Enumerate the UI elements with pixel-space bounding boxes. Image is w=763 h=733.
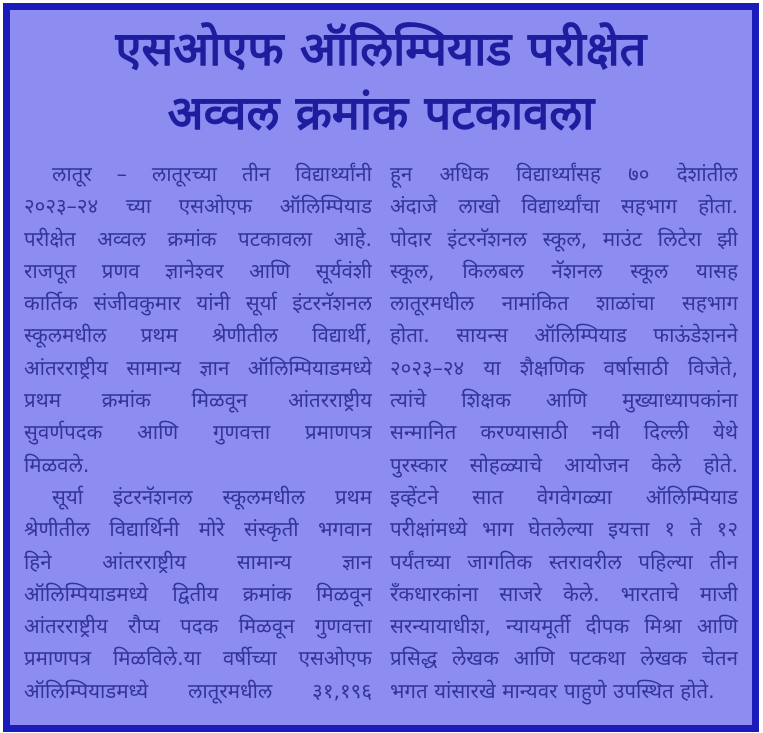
article-clipping [3,3,759,732]
body-line: आंतरराष्ट्रीय सामान्य ज्ञान ऑलिम्पियाडमध्ये [24,355,372,380]
body-line: हिने आंतरराष्ट्रीय सामान्य ज्ञान [24,549,372,574]
body-line: ऑलिम्पियाडमध्ये लातूरमधील ३१,१९६ [24,678,372,703]
body-column-left [24,158,372,707]
body-line: आंतरराष्ट्रीय रौप्य पदक मिळवून गुणवत्ता [24,614,372,639]
body-line: २०२३–२४ च्या एसओएफ ऑलिम्पियाड [24,194,372,219]
body-line: मिळवले. [24,452,90,477]
body-line: लातूरमधील नामांकित शाळांचा सहभाग [390,291,738,316]
body-line: कार्तिक संजीवकुमार यांनी सूर्या इंटरनॅशनल [24,291,372,316]
body-line: अंदाजे लाखो विद्यार्थ्यांचा सहभाग होता. [390,194,738,219]
body-line: परीक्षांमध्ये भाग घेतलेल्या इयत्ता १ ते १२ [390,517,738,542]
body-column-right [390,158,738,707]
body-line: सुवर्णपदक आणि गुणवत्ता प्रमाणपत्र [24,420,372,445]
body-line: स्कूलमधील प्रथम श्रेणीतील विद्यार्थी, [24,323,372,348]
body-line: स्कूल, किलबल नॅशनल स्कूल यासह [390,258,738,283]
body-line: प्रथम क्रमांक मिळवून आंतरराष्ट्रीय [24,388,372,413]
body-line: परीक्षेत अव्वल क्रमांक पटकावला आहे. [24,226,372,251]
article-body [10,150,752,707]
body-line: सूर्या इंटरनॅशनल स्कूलमधील प्रथम [52,484,372,509]
body-line: होता. सायन्स ऑलिम्पियाड फाऊंडेशनने [390,323,738,348]
article-headline [10,10,752,150]
body-line: सरन्यायाधीश, न्यायमूर्ती दीपक मिश्रा आणि [390,614,738,639]
body-line: हून अधिक विद्यार्थ्यांसह ७० देशांतील [390,162,738,186]
body-line: पुरस्कार सोहळ्याचे आयोजन केले होते. [390,452,738,477]
body-line: रँकधारकांना साजरे केले. भारताचे माजी [390,581,738,606]
body-line: ऑलिम्पियाडमध्ये द्वितीय क्रमांक मिळवून [24,581,372,606]
headline-line-1: एसओएफ ऑलिम्पियाड परीक्षेत [115,22,647,77]
body-line: पोदार इंटरनॅशनल स्कूल, माउंट लिटेरा झी [390,226,738,251]
body-line: प्रसिद्ध लेखक आणि पटकथा लेखक चेतन [390,646,738,671]
body-line: लातूर – लातूरच्या तीन विद्यार्थ्यांनी [52,162,372,186]
body-line: इव्हेंटने सात वेगवेगळ्या ऑलिम्पियाड [390,484,738,509]
body-line: भगत यांसारखे मान्यवर पाहुणे उपस्थित होते. [390,678,715,703]
body-line: पर्यंतच्या जागतिक स्तरावरील पहिल्या तीन [390,549,738,574]
headline-line-2: अव्वल क्रमांक पटकावला [167,86,595,141]
body-line: २०२३–२४ या शैक्षणिक वर्षासाठी विजेते, [390,355,738,380]
body-line: त्यांचे शिक्षक आणि मुख्याध्यापकांना [390,388,738,413]
body-line: श्रेणीतील विद्यार्थिनी मोरे संस्कृती भगवान [24,517,372,542]
body-line: राजपूत प्रणव ज्ञानेश्वर आणि सूर्यवंशी [24,258,372,283]
body-line: सन्मानित करण्यासाठी नवी दिल्ली येथे [390,420,738,445]
body-line: प्रमाणपत्र मिळविले.या वर्षीच्या एसओएफ [24,646,372,671]
